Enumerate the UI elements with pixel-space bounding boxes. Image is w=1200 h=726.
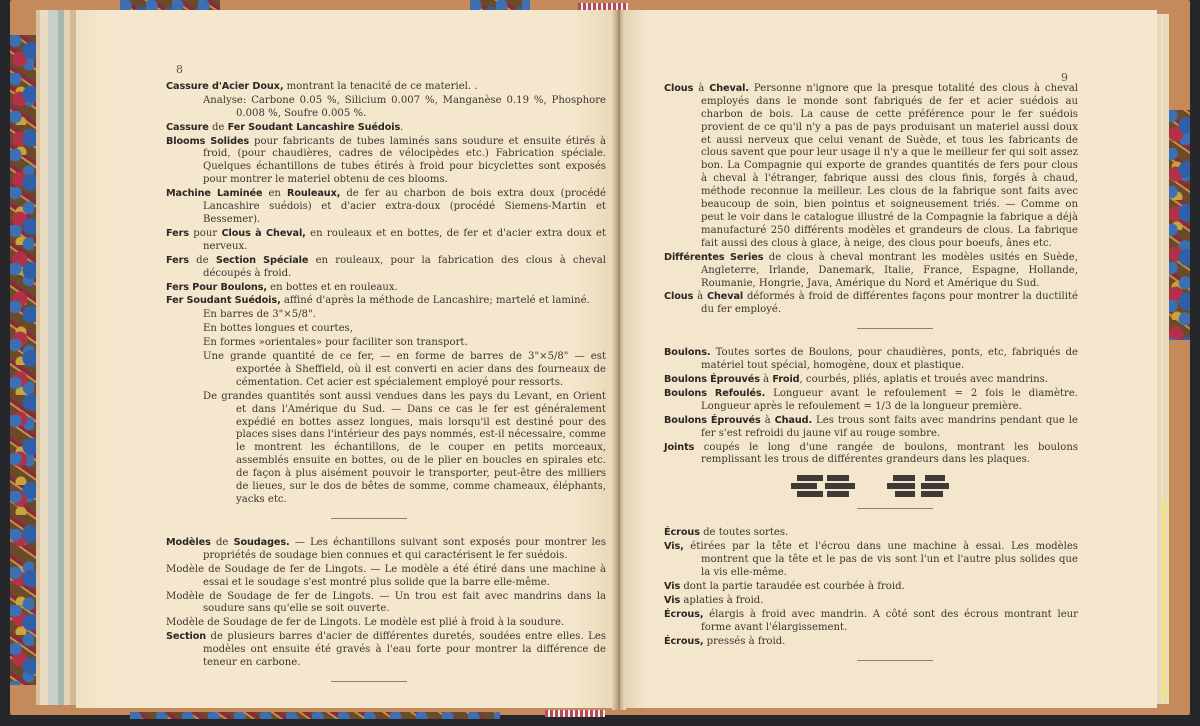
entry [664,415,1078,441]
entry-heading: Vis [664,581,681,592]
entry-text: à [759,374,773,386]
joint-illustrations [664,475,1078,497]
entry-text: de fer au charbon de bois extra doux (procédé Lancashire suédois) et d'acier extra-doux (procédé Siemens-Martin et Bessemer). [203,188,606,225]
entry [664,581,1078,594]
entry-heading: Boulons. [664,347,711,359]
entry-text: en rouleaux, pour la fabrication des clous à cheval découpés à froid. [203,254,606,279]
entry [664,527,1078,540]
sub-entry: De grandes quantités sont aussi vendues dans les pays du Levant, en Orient et dans l'Amérique du Sud. — Dans ce cas le fer est généralement expédié en bottes assez longues, mais lorsqu'il est destiné pour des places sises dans l'intérieur des pays nommés, est-il nécessaire, comme le montrent les échantillons, de le couper en petits morceaux, assemblés ensuite en bottes, ou de le plier en boucles en spirales etc. de façon à plus aisément pouvoir le transporter, peut-être des milliers de lieues, sur le dos de bêtes de somme, comme chameaux, éléphants, yacks etc. [203,390,606,505]
sub-entry: En barres de 3"×5/8". [203,309,316,321]
entry-text: affiné d'après la méthode de Lancashire; martelé et laminé. [280,295,590,307]
entry [664,252,1078,291]
entry-text: de plusieurs barres d'acier de différentes duretés, soudées entre elles. Les modèles ont ensuite été gravés à l'eau forte pour montrer la différence de teneur en carbone. [203,631,606,669]
section-divider [857,328,933,329]
entry-text: élargis à froid avec mandrin. A côté sont des écrous montrant leur forme avant l'élargissement. [701,608,1078,633]
entry-text: aplaties à froid. [680,594,764,606]
entry-text: de [188,254,216,266]
entry [166,228,606,254]
entry-text: Longueur avant le refoulement = 2 fois le diamètre. Longueur après le refoulement = 1/3 de la longueur première. [701,387,1078,412]
entry-text: pour [188,227,222,239]
entry-heading: Cassure [166,121,209,133]
marbled-endpaper-top [120,0,220,10]
entry-heading: Boulons Refoulés. [664,387,766,399]
entry-text: montrant la tenacité de ce materiel. . [283,80,478,92]
entry [664,541,1078,580]
entry-heading: Cheval. [709,82,749,94]
entry [664,388,1078,414]
entry-heading: Vis, [664,541,684,553]
entry [664,291,1078,317]
entry-heading: Vis [664,594,681,606]
entry-heading: Section Spéciale [215,254,309,266]
entry-text: pressés à froid. [703,635,786,647]
entry-text: étirées par la tête et l'écrou dans une machine à essai. Les modèles montrent que la tête et le pas de vis sont l'un et l'autre plus solides que la vis elle-même. [683,541,1078,579]
sub-entry: En formes »orientales» pour faciliter son transport. [203,337,468,349]
entry-heading: Froid [772,374,800,386]
entry-text: coupés le long d'une rangée de boulons, montrant les boulons remplissant les trous de différentes grandeurs dans les plaques. [694,441,1078,466]
entry-heading: Écrous, [664,635,704,647]
bookmark-ribbon [545,710,605,717]
entry-heading: Blooms Solides [166,135,250,147]
sub-entry: Une grande quantité de ce fer, — en forme de barres de 3"×5/8" — est exportée à Sheffield, où il est converti en acier dans des fourneaux de cémentation. Cet acier est spécialement employé pour ressorts. [203,351,606,388]
entry [166,136,606,188]
entry-heading: Clous [664,291,694,303]
entry [166,537,606,563]
entry [664,595,1078,608]
marbled-endpaper-bottom [130,712,500,719]
entry-text: pour fabricants de tubes laminés sans soudure et ensuite étirés à froid, (pour chaudières, cadres de vélocipèdes etc.) Fabrication spéciale. Quelques échantillons de tubes étirés à froid pour bicyclettes sont exposés pour montrer le materiel obtenu de ces blooms. [203,135,606,186]
entry-heading: Fers [166,227,189,239]
entry [166,591,606,617]
entry-heading: Écrous, [664,608,704,620]
entry-text: — Les échantillons suivant sont exposés pour montrer les propriétés de soudage bien connues et qui caractérisent le fer suédois. [203,536,606,561]
section-divider [857,508,933,509]
entry [166,631,606,670]
entry-heading: Machine Laminée [166,188,263,200]
entry-heading: Section [166,631,207,643]
section-divider [857,660,933,661]
marbled-endpaper [10,35,36,685]
entry-heading: Fers Pour Boulons, [166,281,267,293]
entry-text: de [210,536,234,548]
left-page-content [166,64,606,700]
entry-heading: Chaud. [774,414,813,426]
page-stack-left [36,10,76,705]
entry-heading: Modèles [166,536,211,548]
right-page-content [664,72,1078,679]
section-divider [331,681,407,682]
entry [166,81,606,94]
entry-heading: Différentes Series [664,251,764,263]
analysis-text: Analyse: Carbone 0.05 %, Silicium 0.007 %, Manganèse 0.19 %, Phosphore 0.008 %, Soufre 0.005 %. [203,94,606,119]
entry-text: en bottes et en rouleaux. [266,281,398,293]
entry-text: de toutes sortes. [699,527,789,539]
entry-text: dont la partie taraudée est courbée à froid. [680,581,905,592]
entry [166,282,606,295]
entry-text: à [760,414,775,426]
entry [166,188,606,227]
entry-text: en rouleaux et en bottes, de fer et d'acier extra doux et nerveux. [203,227,606,252]
entry-text: de [208,121,228,133]
bolted-joint-figure [791,475,855,497]
page-stack-yellow-edge [1162,500,1166,700]
entry-heading: Fers [166,254,189,266]
sub-entry: En bottes longues et courtes, [203,323,353,335]
entry-text: , courbés, pliés, aplatis et troués avec mandrins. [799,374,1049,386]
entry [664,83,1078,251]
entry-heading: Fer Soudant Suédois, [166,295,281,307]
entry-text: . [400,121,404,133]
entry-heading: Fer Soudant Lancashire Suédois [227,121,401,133]
analysis-line [166,95,606,121]
entry-heading: Cheval [706,291,744,303]
marbled-endpaper-top [470,0,530,10]
entry-text: Modèle de Soudage de fer de Lingots. — Un trou est fait avec mandrins dans la soudure sans qu'elle se soit ouverte. [166,590,606,615]
entry-text: Toutes sortes de Boulons, pour chaudières, ponts, etc, fabriqués de matériel tout spécial, homogène, doux et plastique. [701,347,1078,372]
entry [664,636,1078,649]
page-number: 9 [1061,71,1068,84]
entry [664,347,1078,373]
entry-heading: Joints [664,441,695,453]
entry-text: en [262,188,287,200]
entry [166,295,606,308]
entry-text: à [693,291,707,303]
entry [664,609,1078,635]
section-divider [331,518,407,519]
entry [166,564,606,590]
entry [166,617,606,630]
entry-text: Les trous sont faits avec mandrins pendant que le fer s'est refroidi du jaune vif au rouge sombre. [701,414,1078,439]
entry-text: déformés à froid de différentes façons pour montrer la ductilité du fer employé. [701,291,1079,316]
entry-text: Personne n'ignore que la presque totalité des clous à cheval employés dans le monde sont fabriqués de fer et acier suédois au charbon de bois. La cause de cette préférence pour le fer suédois provient de ce qu'il n'y a pas de pays produisant un materiel aussi doux et aussi nerveux que celui venant de Suède, et tous les fabricants de clous savent que pour leur usage il n'y a que le meilleur fer qui soit assez bon. La Compagnie qui exporte de grandes quantités de fers pour clous à cheval à l'étranger, fabrique aussi des clous finis, forgés à chaud, méthode reconnue la meilleur. Les clous de la fabrique sont faits avec beaucoup de soin, bien pointus et soigneusement triés. — Comme on peut le voir dans le catalogue illustré de la Compagnie la fabrique a déjà manufacturé 250 différents modèles et grandeurs de clous. La fabrique fait aussi des clous à glace, à neige, des clous pour boeufs, ânes etc. [701,82,1078,249]
entry-heading: Clous à Cheval, [221,227,306,239]
entry-heading: Soudages. [233,536,290,548]
entry [166,255,606,281]
entry-heading: Rouleaux, [286,188,341,200]
bolted-joint-figure [887,475,951,497]
entry-text: de clous à cheval montrant les modèles usités en Suède, Angleterre, Irlande, Danemark, Italie, France, Espagne, Hollande, Roumanie, Hongrie, Java, Amérique du Nord et Amérique du Sud. [701,251,1078,289]
page-number: 8 [176,63,183,76]
entry-text: à [693,82,710,94]
entry-heading: Boulons Éprouvés [664,374,760,386]
entry [664,374,1078,387]
entry-text: Modèle de Soudage de fer de Lingots. — Le modèle a été étiré dans une machine à essai et le soudage s'est montré plus solide que la barre elle-même. [166,563,606,588]
entry [664,442,1078,468]
entry-heading: Clous [664,82,694,94]
entry-heading: Cassure d'Acier Doux, [166,80,284,92]
entry [166,122,606,135]
marbled-endpaper-right [1166,110,1190,340]
entry-text: Modèle de Soudage de fer de Lingots. Le modèle est plié à froid à la soudure. [166,617,565,629]
entry-heading: Écrous [664,527,700,539]
book-gutter [612,10,626,710]
entry-heading: Boulons Éprouvés [664,414,761,426]
